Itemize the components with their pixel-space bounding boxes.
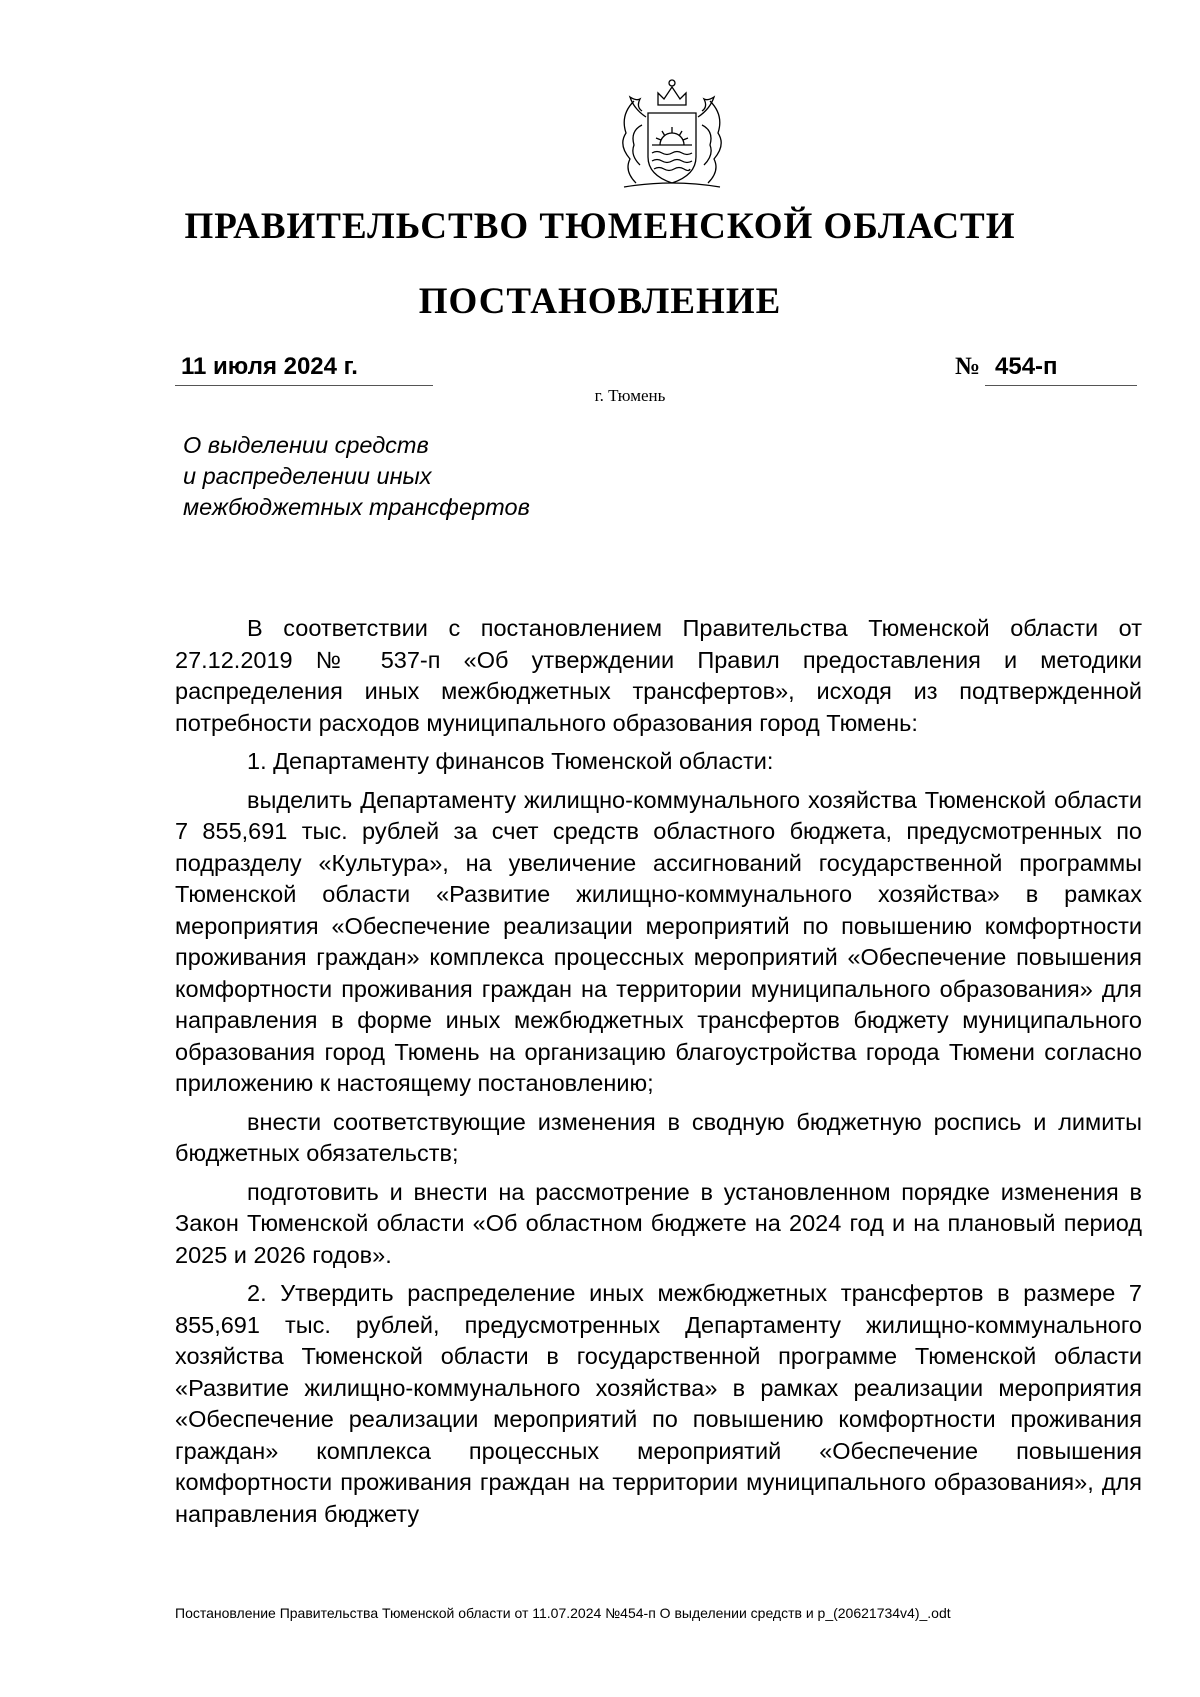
body-paragraph: выделить Департаменту жилищно-коммунального хозяйства Тюменской области 7 855,691 тыс. рублей за счет средств областного бюджета, предусмотренных по подразделу «Культура», на увеличение ассигнований государственной программы Тюменской области «Развитие жилищно-коммунального хозяйства» в рамках мероприятия «Обеспечение реализации мероприятий по повышению комфортности проживания граждан» комплекса процессных мероприятий «Обеспечение повышения комфортности проживания граждан на территории муниципального образования» для направления в форме иных межбюджетных трансфертов бюджету муниципального образования город Тюмень на организацию благоустройства города Тюмени согласно приложению к настоящему постановлению; xyxy=(175,786,1142,1096)
document-body xyxy=(175,613,1142,1537)
subject-line: О выделении средств xyxy=(183,432,429,458)
document-subject xyxy=(183,430,683,523)
number-sign: № xyxy=(955,353,981,380)
tyumen-oblast-coat-of-arms-icon xyxy=(590,75,755,195)
document-type-title: ПОСТАНОВЛЕНИЕ xyxy=(418,281,782,322)
document-date: 11 июля 2024 г. xyxy=(181,353,358,380)
body-paragraph: 2. Утвердить распределение иных межбюджетных трансфертов в размере 7 855,691 тыс. рублей, предусмотренных Департаменту жилищно-коммунального хозяйства Тюменской области в государственной программе Тюменской области «Развитие жилищно-коммунального хозяйства» в рамках реализации мероприятия «Обеспечение реализации мероприятий по повышению комфортности проживания граждан» комплекса процессных мероприятий «Обеспечение повышения комфортности проживания граждан на территории муниципального образования», для направления бюджету xyxy=(175,1280,1142,1527)
subject-line: и распределении иных xyxy=(183,463,432,489)
document-date-field xyxy=(175,353,433,386)
organization-title: ПРАВИТЕЛЬСТВО ТЮМЕНСКОЙ ОБЛАСТИ xyxy=(184,206,1016,247)
page-footer: Постановление Правительства Тюменской области от 11.07.2024 №454-п О выделении средств и р_(20621734v4)_.odt xyxy=(175,1605,951,1621)
body-paragraph: внести соответствующие изменения в сводную бюджетную роспись и лимиты бюджетных обязательств; xyxy=(175,1108,1142,1166)
document-number-field xyxy=(985,353,1137,386)
body-paragraph: 1. Департаменту финансов Тюменской области: xyxy=(247,748,774,774)
document-number: 454-п xyxy=(995,353,1058,380)
body-paragraph: подготовить и внести на рассмотрение в установленном порядке изменения в Закон Тюменской области «Об областном бюджете на 2024 год и на плановый период 2025 и 2026 годов». xyxy=(175,1178,1142,1268)
document-city: г. Тюмень xyxy=(594,386,666,405)
body-paragraph: В соответствии с постановлением Правительства Тюменской области от 27.12.2019 № 537-п «Об утверждении Правил предоставления и методики распределения иных межбюджетных трансфертов», исходя из подтвержденной потребности расходов муниципального образования город Тюмень: xyxy=(175,615,1142,736)
subject-line: межбюджетных трансфертов xyxy=(183,494,530,520)
